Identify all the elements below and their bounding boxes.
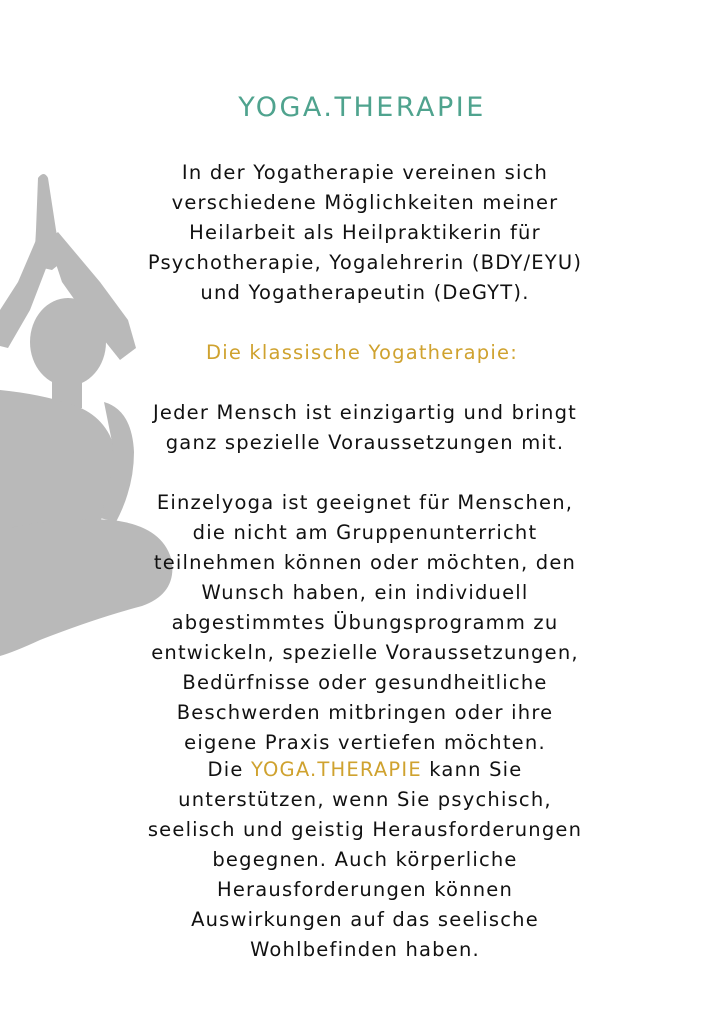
therapie-first-prefix: Die xyxy=(207,758,251,781)
page-title: YOGA.THERAPIE xyxy=(238,92,486,123)
einzelyoga-line: Wunsch haben, ein individuell xyxy=(201,581,529,604)
einzelyoga-paragraph xyxy=(60,488,670,758)
einzelyoga-line: abgestimmtes Übungsprogramm zu xyxy=(171,611,559,634)
therapie-line: Herausforderungen können xyxy=(216,878,514,901)
mensch-line: Jeder Mensch ist einzigartig und bringt xyxy=(152,401,578,424)
einzelyoga-line: die nicht am Gruppenunterricht xyxy=(192,521,538,544)
section-subheading: Die klassische Yogatherapie: xyxy=(206,341,518,364)
mensch-line: ganz spezielle Voraussetzungen mit. xyxy=(165,431,565,454)
einzelyoga-line: entwickeln, spezielle Voraussetzungen, xyxy=(151,641,579,664)
einzelyoga-line: Bedürfnisse oder gesundheitliche xyxy=(182,671,548,694)
einzelyoga-line: Einzelyoga ist geeignet für Menschen, xyxy=(156,491,574,514)
therapie-paragraph xyxy=(55,755,675,965)
intro-line: Heilarbeit als Heilpraktikerin für xyxy=(189,221,541,244)
intro-line: Psychotherapie, Yogalehrerin (BDY/EYU) xyxy=(147,251,583,274)
therapie-line: Auswirkungen auf das seelische xyxy=(191,908,539,931)
einzelyoga-line: Beschwerden mitbringen oder ihre xyxy=(176,701,554,724)
intro-line: verschiedene Möglichkeiten meiner xyxy=(171,191,559,214)
therapie-line: unterstützen, wenn Sie psychisch, xyxy=(178,788,552,811)
intro-line: und Yogatherapeutin (DeGYT). xyxy=(200,281,530,304)
yoga-therapie-highlight: YOGA.THERAPIE xyxy=(250,758,422,781)
intro-line: In der Yogatherapie vereinen sich xyxy=(181,161,549,184)
therapie-line: Wohlbefinden haben. xyxy=(250,938,480,961)
einzelyoga-line: teilnehmen können oder möchten, den xyxy=(153,551,577,574)
therapie-line: seelisch und geistig Herausforderungen xyxy=(147,818,583,841)
mensch-paragraph xyxy=(60,398,670,458)
einzelyoga-line: eigene Praxis vertiefen möchten. xyxy=(184,731,546,754)
therapie-first-suffix: kann Sie xyxy=(421,758,523,781)
intro-paragraph xyxy=(70,158,660,308)
therapie-line: begegnen. Auch körperliche xyxy=(212,848,518,871)
